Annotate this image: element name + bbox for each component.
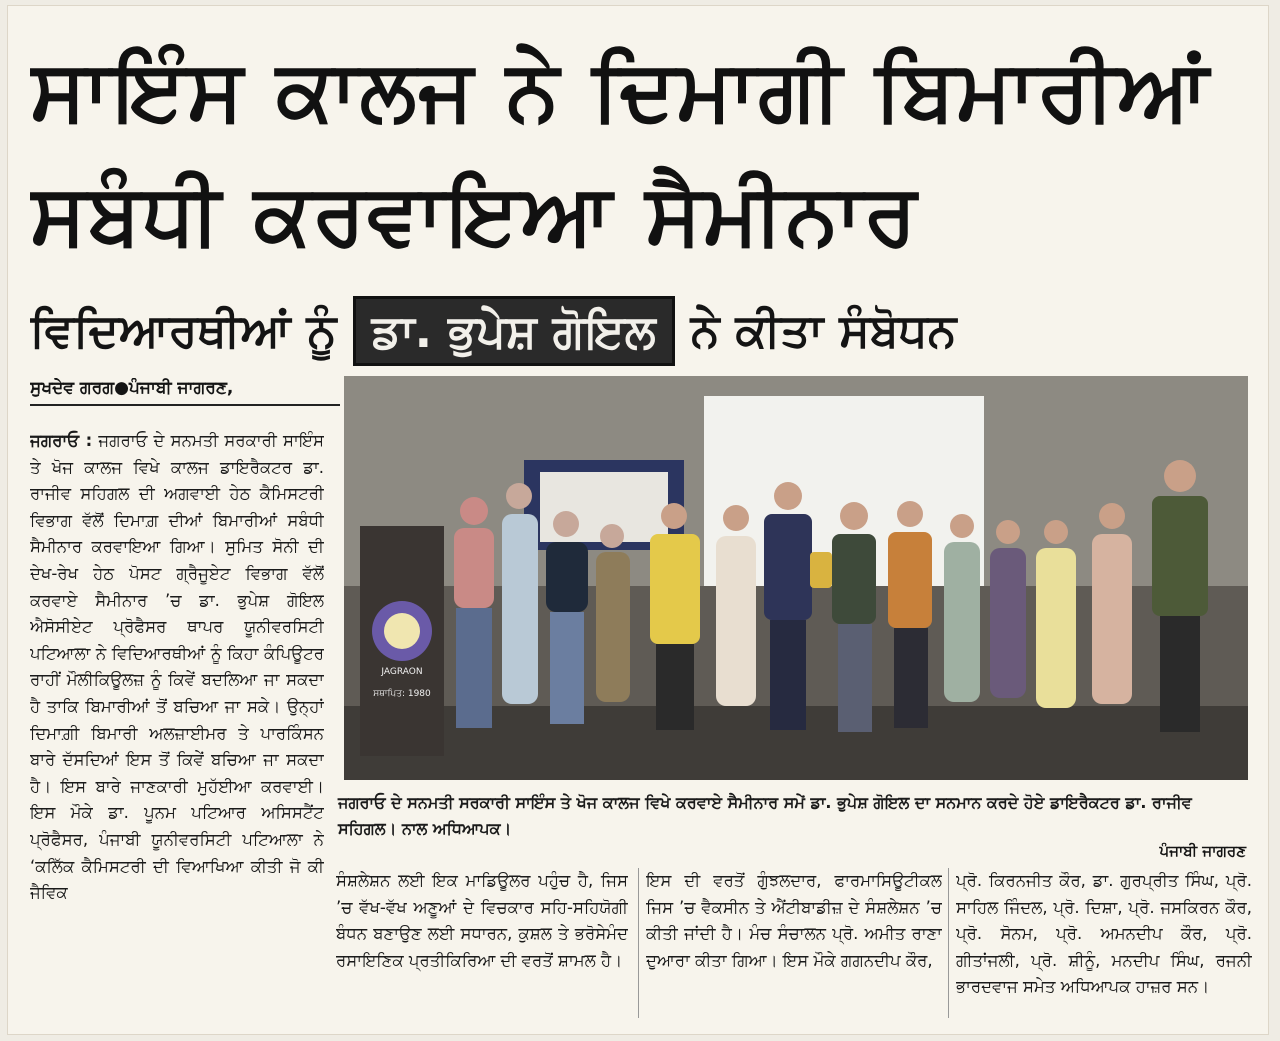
article-column-1 xyxy=(30,428,324,1022)
photo-caption: ਜਗਰਾਓ ਦੇ ਸਨਮਤੀ ਸਰਕਾਰੀ ਸਾਇੰਸ ਤੇ ਖੋਜ ਕਾਲਜ ਵਿਖੇ ਕਰਵਾਏ ਸੈਮੀਨਾਰ ਸਮੇਂ ਡਾ. ਭੁਪੇਸ਼ ਗੋਇਲ ਦਾ ਸਨਮਾਨ ਕਰਦੇ ਹੋਏ ਡਾਇਰੈਕਟਰ ਡਾ. ਰਾਜੀਵ ਸਹਿਗਲ। ਨਾਲ ਅਧਿਆਪਕ। xyxy=(338,793,1192,838)
column-divider xyxy=(638,868,639,1018)
column-divider xyxy=(948,868,949,1018)
photo-credit: ਪੰਜਾਬੀ ਜਾਗਰਣ xyxy=(1159,842,1246,860)
article-column-3: ਇਸ ਦੀ ਵਰਤੋਂ ਗੁੰਝਲਦਾਰ, ਫਾਰਮਾਸਿਊਟੀਕਲ ਜਿਸ ’ਚ ਵੈਕਸੀਨ ਤੇ ਐਂਟੀਬਾਡੀਜ਼ ਦੇ ਸੰਸ਼ਲੇਸ਼ਨ ’ਚ ਕੀਤੀ ਜਾਂਦੀ ਹੈ। ਮੰਚ ਸੰਚਾਲਨ ਪ੍ਰੋ. ਅਮੀਤ ਰਾਣਾ ਦੁਆਰਾ ਕੀਤਾ ਗਿਆ। ਇਸ ਮੌਕੇ ਗਗਨਦੀਪ ਕੌਰ, xyxy=(646,871,942,970)
subheadline-before: ਵਿਦਿਆਰਥੀਆਂ ਨੂੰ xyxy=(30,303,337,357)
subheadline-highlight: ਡਾ. ਭੁਪੇਸ਼ ਗੋਇਲ xyxy=(353,296,675,366)
dateline: ਜਗਰਾਓ : xyxy=(30,431,93,450)
subheadline-after: ਨੇ ਕੀਤਾ ਸੰਬੋਧਨ xyxy=(690,303,957,357)
article-column-2: ਸੰਸ਼ਲੇਸ਼ਨ ਲਈ ਇਕ ਮਾਡਿਊਲਰ ਪਹੁੰਚ ਹੈ, ਜਿਸ ’ਚ ਵੱਖ-ਵੱਖ ਅਣੂਆਂ ਦੇ ਵਿਚਕਾਰ ਸਹਿ-ਸਹਿਯੋਗੀ ਬੰਧਨ ਬਣਾਉਣ ਲਈ ਸਧਾਰਨ, ਕੁਸ਼ਲ ਤੇ ਭਰੋਸੇਮੰਦ ਰਸਾਇਣਿਕ ਪ੍ਰਤੀਕਿਰਿਆ ਦੀ ਵਰਤੋਂ ਸ਼ਾਮਲ ਹੈ। xyxy=(336,871,628,970)
photo-illustration xyxy=(344,376,1248,780)
byline: ਸੁਖਦੇਵ ਗਰਗ●ਪੰਜਾਬੀ ਜਾਗਰਣ, xyxy=(30,378,340,406)
podium-established-text: ਸਥਾਪਿਤ: 1980 xyxy=(373,689,431,699)
subheadline xyxy=(30,296,1250,366)
podium-banner-text: JAGRAON xyxy=(381,667,423,677)
article-column-1-text: ਜਗਰਾਓ ਦੇ ਸਨਮਤੀ ਸਰਕਾਰੀ ਸਾਇੰਸ ਤੇ ਖੋਜ ਕਾਲਜ ਵਿਖੇ ਕਾਲਜ ਡਾਇਰੈਕਟਰ ਡਾ. ਰਾਜੀਵ ਸਹਿਗਲ ਦੀ ਅਗਵਾਈ ਹੇਠ ਕੈਮਿਸਟਰੀ ਵਿਭਾਗ ਵੱਲੋਂ ਦਿਮਾਗ਼ ਦੀਆਂ ਬਿਮਾਰੀਆਂ ਸਬੰਧੀ ਸੈਮੀਨਾਰ ਕਰਵਾਇਆ ਗਿਆ। ਸੁਮਿਤ ਸੋਨੀ ਦੀ ਦੇਖ-ਰੇਖ ਹੇਠ ਪੋਸਟ ਗ੍ਰੈਜੂਏਟ ਵਿਭਾਗ ਵੱਲੋਂ ਕਰਵਾਏ ਸੈਮੀਨਾਰ ’ਚ ਡਾ. ਭੁਪੇਸ਼ ਗੋਇਲ ਐਸੋਸੀਏਟ ਪ੍ਰੋਫੈਸਰ ਥਾਪਰ ਯੂਨੀਵਰਸਿਟੀ ਪਟਿਆਲਾ ਨੇ ਵਿਦਿਆਰਥੀਆਂ ਨੂੰ ਕਿਹਾ ਕੰਪਿਊਟਰ ਰਾਹੀਂ ਮੌਲੀਕਿਊਲਜ਼ ਨੂੰ ਕਿਵੇਂ ਬਦਲਿਆ ਜਾ ਸਕਦਾ ਹੈ ਤਾਕਿ ਬਿਮਾਰੀਆਂ ਤੋਂ ਬਚਿਆ ਜਾ ਸਕੇ। ਉਨ੍ਹਾਂ ਦਿਮਾਗ਼ੀ ਬਿਮਾਰੀ ਅਲਜ਼ਾਈਮਰ ਤੇ ਪਾਰਕਿੰਸਨ ਬਾਰੇ ਦੱਸਦਿਆਂ ਇਸ ਤੋਂ ਕਿਵੇਂ ਬਚਿਆ ਜਾ ਸਕਦਾ ਹੈ। ਇਸ ਬਾਰੇ ਜਾਣਕਾਰੀ ਮੁਹੱਈਆ ਕਰਵਾਈ। ਇਸ ਮੌਕੇ ਡਾ. ਪੂਨਮ ਪਟਿਆਰ ਅਸਿਸਟੈਂਟ ਪ੍ਰੋਫੈਸਰ, ਪੰਜਾਬੀ ਯੂਨੀਵਰਸਿਟੀ ਪਟਿਆਲਾ ਨੇ ‘ਕਲਿੱਕ ਕੈਮਿਸਟਰੀ ਦੀ ਵਿਆਖਿਆ ਕੀਤੀ ਜੋ ਕੀ ਜੈਵਿਕ xyxy=(30,431,324,903)
headline-line-2: ਸਬੰਧੀ ਕਰਵਾਇਆ ਸੈਮੀਨਾਰ xyxy=(30,165,919,263)
news-photo xyxy=(344,376,1248,780)
headline-line-1: ਸਾਇੰਸ ਕਾਲਜ ਨੇ ਦਿਮਾਗੀ ਬਿਮਾਰੀਆਂ xyxy=(30,41,1211,139)
article-column-4: ਪ੍ਰੋ. ਕਿਰਨਜੀਤ ਕੌਰ, ਡਾ. ਗੁਰਪ੍ਰੀਤ ਸਿੰਘ, ਪ੍ਰੋ. ਸਾਹਿਲ ਜਿੰਦਲ, ਪ੍ਰੋ. ਦਿਸ਼ਾ, ਪ੍ਰੋ. ਜਸਕਿਰਨ ਕੌਰ, ਪ੍ਰੋ. ਸੋਨਮ, ਪ੍ਰੋ. ਅਮਨਦੀਪ ਕੌਰ, ਪ੍ਰੋ. ਗੀਤਾਂਜਲੀ, ਪ੍ਰੋ. ਸ਼ੀਨੂੰ, ਮਨਦੀਪ ਸਿੰਘ, ਰਜਨੀ ਭਾਰਦਵਾਜ ਸਮੇਤ ਅਧਿਆਪਕ ਹਾਜ਼ਰ ਸਨ। xyxy=(956,871,1252,997)
